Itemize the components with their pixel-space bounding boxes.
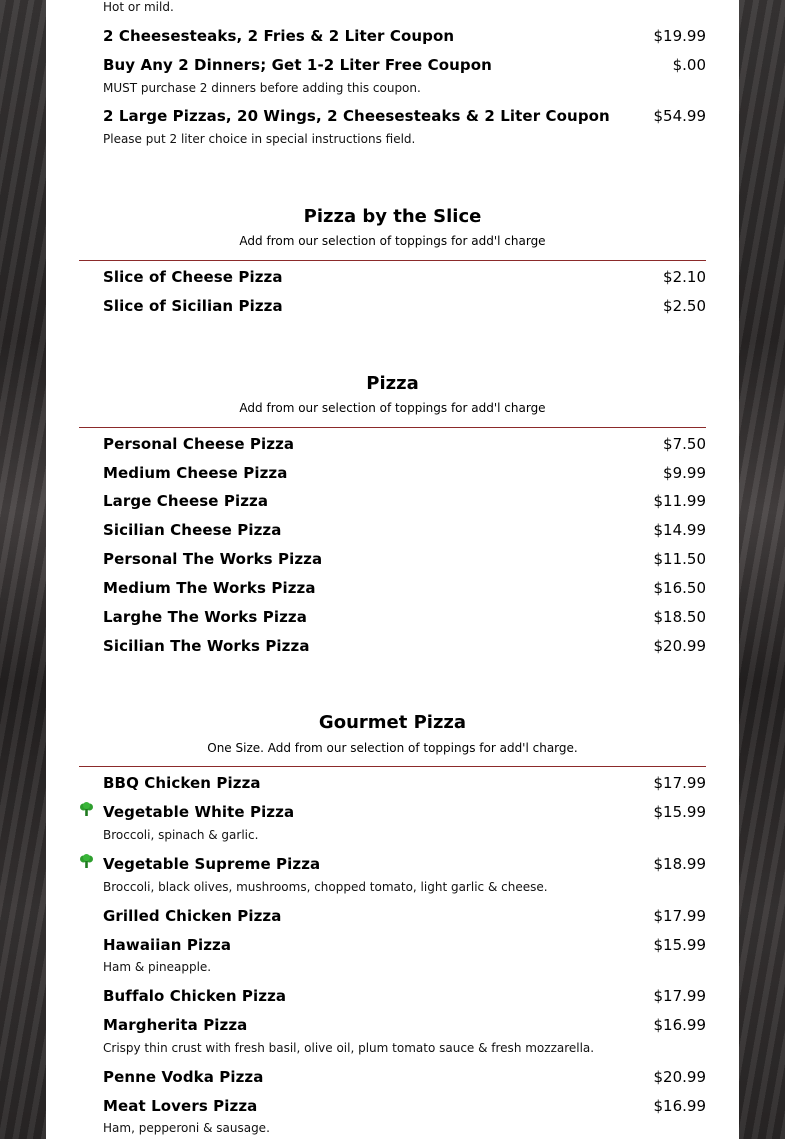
section-divider [79, 427, 706, 428]
menu-item[interactable] [103, 297, 706, 315]
item-name: Medium Cheese Pizza [103, 464, 288, 482]
item-description: Broccoli, black olives, mushrooms, chopped tomato, light garlic & cheese. [103, 880, 548, 894]
menu-item[interactable] [103, 936, 706, 954]
item-price: $15.99 [653, 936, 706, 954]
section-subtitle: Add from our selection of toppings for add'l charge [239, 401, 546, 415]
item-price: $15.99 [653, 803, 706, 821]
menu-item[interactable] [103, 608, 706, 626]
section-title: Gourmet Pizza [318, 712, 467, 733]
broccoli-icon [79, 854, 94, 869]
item-description: Hot or mild. [103, 0, 174, 14]
item-price: $18.99 [653, 855, 706, 873]
item-price: $2.10 [663, 268, 706, 286]
item-name: Sicilian Cheese Pizza [103, 521, 282, 539]
item-price: $.00 [672, 56, 706, 74]
menu-item[interactable] [103, 56, 706, 74]
item-description: Ham & pineapple. [103, 960, 212, 974]
menu-item[interactable] [103, 1097, 706, 1115]
item-price: $54.99 [653, 107, 706, 125]
item-name: Grilled Chicken Pizza [103, 907, 282, 925]
background-right [739, 0, 785, 1139]
menu-item[interactable] [103, 435, 706, 453]
item-name: Hawaiian Pizza [103, 936, 232, 954]
menu-item[interactable] [103, 464, 706, 482]
item-price: $20.99 [653, 1068, 706, 1086]
item-description: Broccoli, spinach & garlic. [103, 828, 259, 842]
menu-item[interactable] [103, 637, 706, 655]
item-description: Crispy thin crust with fresh basil, olive oil, plum tomato sauce & fresh mozzarella. [103, 1041, 595, 1055]
menu-item[interactable] [103, 907, 706, 925]
item-name: Meat Lovers Pizza [103, 1097, 258, 1115]
item-name: Personal The Works Pizza [103, 550, 323, 568]
section-divider [79, 260, 706, 261]
item-name: Large Cheese Pizza [103, 492, 269, 510]
section-subtitle: One Size. Add from our selection of toppings for add'l charge. [207, 741, 578, 755]
item-price: $18.50 [653, 608, 706, 626]
item-price: $20.99 [653, 637, 706, 655]
menu-item[interactable] [103, 1068, 706, 1086]
item-price: $16.99 [653, 1097, 706, 1115]
item-price: $16.50 [653, 579, 706, 597]
menu-item[interactable] [103, 550, 706, 568]
item-price: $16.99 [653, 1016, 706, 1034]
item-name: Buffalo Chicken Pizza [103, 987, 287, 1005]
item-price: $11.50 [653, 550, 706, 568]
item-price: $19.99 [653, 27, 706, 45]
item-name: Vegetable White Pizza [103, 803, 295, 821]
menu-item[interactable] [103, 855, 706, 873]
menu-item[interactable] [103, 774, 706, 792]
item-name: 2 Cheesesteaks, 2 Fries & 2 Liter Coupon [103, 27, 455, 45]
item-name: Personal Cheese Pizza [103, 435, 295, 453]
section-title: Pizza by the Slice [303, 206, 482, 227]
item-price: $2.50 [663, 297, 706, 315]
menu-item[interactable] [103, 107, 706, 125]
item-price: $17.99 [653, 774, 706, 792]
item-price: $9.99 [663, 464, 706, 482]
section-title: Pizza [366, 373, 419, 394]
section-divider [79, 766, 706, 767]
item-name: Buy Any 2 Dinners; Get 1-2 Liter Free Coupon [103, 56, 492, 74]
item-price: $17.99 [653, 907, 706, 925]
menu-item[interactable] [103, 579, 706, 597]
item-price: $11.99 [653, 492, 706, 510]
item-description: MUST purchase 2 dinners before adding this coupon. [103, 81, 421, 95]
broccoli-icon [79, 802, 94, 817]
section-subtitle: Add from our selection of toppings for add'l charge [239, 234, 546, 248]
item-name: BBQ Chicken Pizza [103, 774, 261, 792]
background-left [0, 0, 46, 1139]
menu-item[interactable] [103, 803, 706, 821]
menu-item[interactable] [103, 987, 706, 1005]
item-price: $14.99 [653, 521, 706, 539]
item-name: Slice of Sicilian Pizza [103, 297, 283, 315]
menu-item[interactable] [103, 27, 706, 45]
item-name: Medium The Works Pizza [103, 579, 316, 597]
item-name: Penne Vodka Pizza [103, 1068, 264, 1086]
menu-item[interactable] [103, 268, 706, 286]
item-name: Slice of Cheese Pizza [103, 268, 283, 286]
item-price: $17.99 [653, 987, 706, 1005]
menu-item[interactable] [103, 492, 706, 510]
item-name: 2 Large Pizzas, 20 Wings, 2 Cheesesteaks & 2 Liter Coupon [103, 107, 610, 125]
item-name: Larghe The Works Pizza [103, 608, 307, 626]
item-price: $7.50 [663, 435, 706, 453]
item-description: Ham, pepperoni & sausage. [103, 1121, 270, 1135]
item-description: Please put 2 liter choice in special instructions field. [103, 132, 416, 146]
item-name: Sicilian The Works Pizza [103, 637, 310, 655]
menu-item[interactable] [103, 1016, 706, 1034]
item-name: Vegetable Supreme Pizza [103, 855, 321, 873]
item-name: Margherita Pizza [103, 1016, 248, 1034]
menu-item[interactable] [103, 521, 706, 539]
